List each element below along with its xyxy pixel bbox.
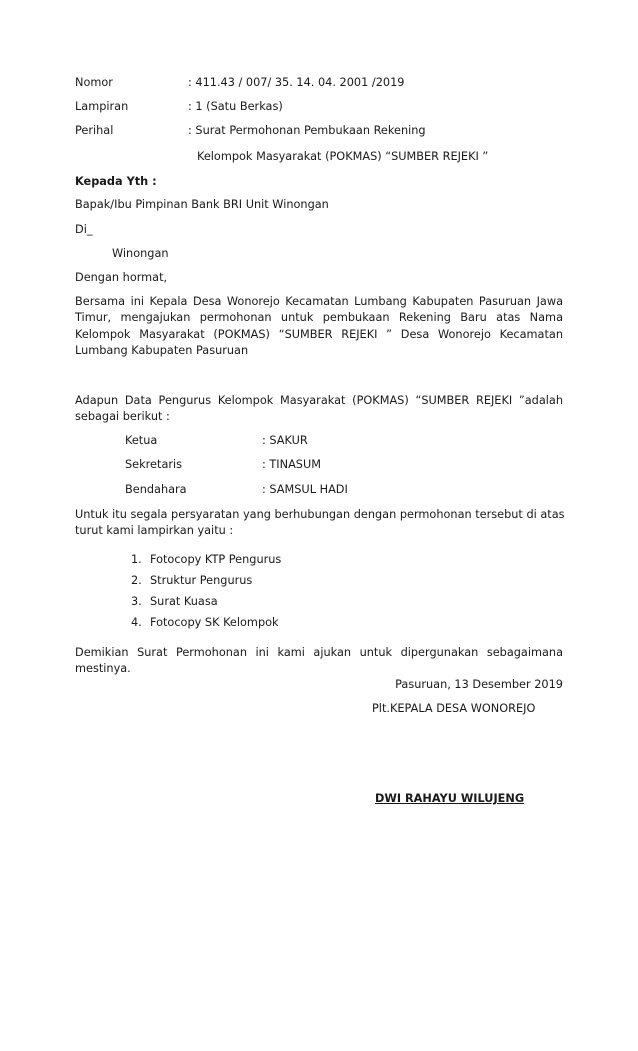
officer-name: : SAMSUL HADI	[262, 483, 348, 496]
paragraph-line: Adapun Data Pengurus Kelompok Masyarakat (POKMAS) “SUMBER REJEKI ”adalah	[75, 394, 563, 407]
signatory-position: Plt.KEPALA DESA WONOREJO	[372, 702, 536, 715]
lampiran-value: : 1 (Satu Berkas)	[188, 100, 283, 113]
paragraph-line: Untuk itu segala persyaratan yang berhubungan dengan permohonan tersebut di atas	[75, 508, 565, 521]
paragraph-line: sebagai berikut :	[75, 410, 170, 423]
paragraph-line: Timur, mengajukan permohonan untuk pembukaan Rekening Baru atas Nama	[75, 311, 563, 324]
perihal-value: : Surat Permohonan Pembukaan Rekening	[188, 124, 426, 137]
nomor-label: Nomor	[75, 76, 113, 89]
officer-role: Bendahara	[125, 483, 187, 496]
perihal-value-line2: Kelompok Masyarakat (POKMAS) “SUMBER REJEKI ”	[197, 150, 489, 163]
officer-role: Sekretaris	[125, 458, 183, 471]
list-number: 4.	[131, 616, 142, 629]
paragraph-line: Lumbang Kabupaten Pasuruan	[75, 344, 249, 357]
paragraph-line: Kelompok Masyarakat (POKMAS) “SUMBER REJEKI ” Desa Wonorejo Kecamatan	[75, 328, 563, 341]
paragraph-line: Bersama ini Kepala Desa Wonorejo Kecamatan Lumbang Kabupaten Pasuruan Jawa	[75, 295, 563, 308]
list-number: 1.	[131, 553, 142, 566]
list-item: Struktur Pengurus	[150, 574, 253, 587]
recipient-name: Bapak/Ibu Pimpinan Bank BRI Unit Winongan	[75, 198, 329, 211]
place-date: Pasuruan, 13 Desember 2019	[395, 678, 563, 691]
list-item: Surat Kuasa	[150, 595, 218, 608]
signatory-name: DWI RAHAYU WILUJENG	[375, 792, 525, 805]
list-number: 3.	[131, 595, 142, 608]
recipient-place: Winongan	[112, 247, 169, 260]
nomor-value: : 411.43 / 007/ 35. 14. 04. 2001 /2019	[188, 76, 405, 89]
greeting: Dengan hormat,	[75, 271, 168, 284]
list-number: 2.	[131, 574, 142, 587]
perihal-label: Perihal	[75, 124, 114, 137]
officer-name: : TINASUM	[262, 458, 321, 471]
list-item: Fotocopy KTP Pengurus	[150, 553, 282, 566]
paragraph-line: mestinya.	[75, 662, 131, 675]
recipient-heading: Kepada Yth :	[75, 175, 157, 188]
paragraph-line: Demikian Surat Permohonan ini kami ajukan untuk dipergunakan sebagaimana	[75, 646, 563, 659]
recipient-di: Di_	[75, 223, 93, 236]
paragraph-line: turut kami lampirkan yaitu :	[75, 524, 234, 537]
officer-role: Ketua	[125, 434, 158, 447]
list-item: Fotocopy SK Kelompok	[150, 616, 279, 629]
lampiran-label: Lampiran	[75, 100, 129, 113]
officer-name: : SAKUR	[262, 434, 308, 447]
